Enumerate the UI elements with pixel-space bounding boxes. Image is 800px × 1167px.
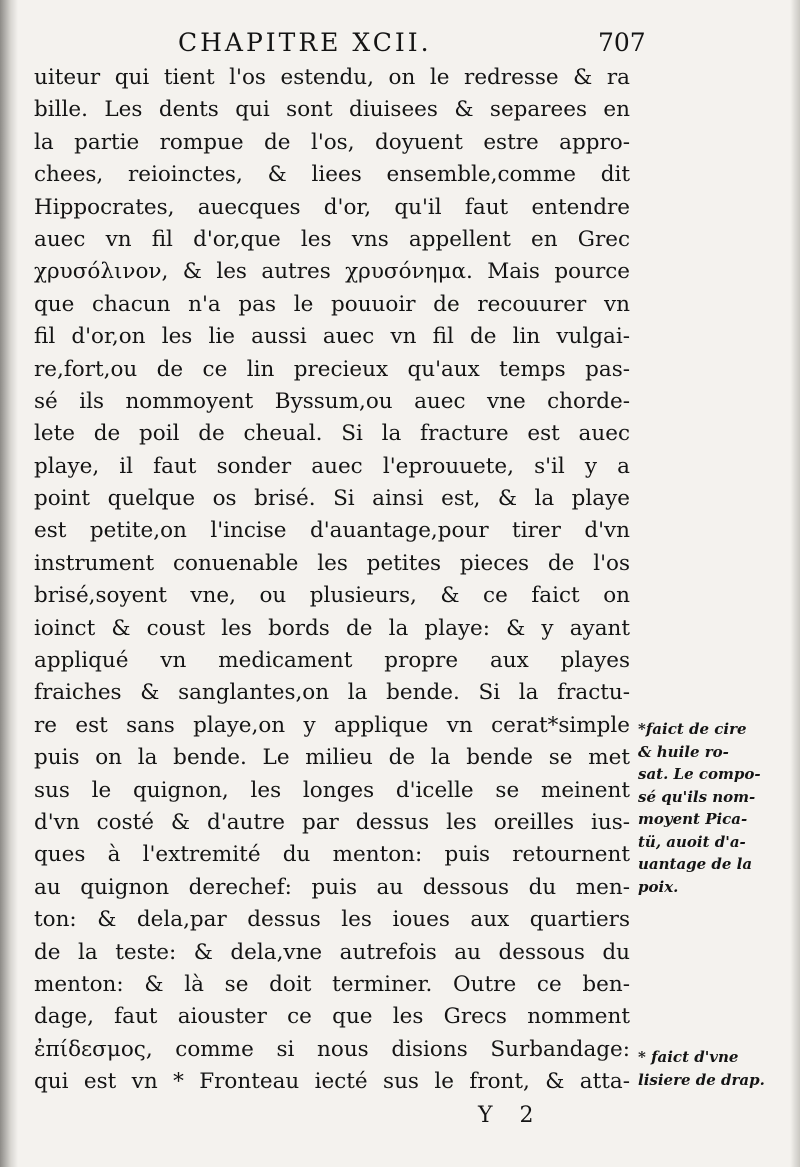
page-edge-shadow: [0, 0, 18, 1167]
text-line: au quignon derechef: puis au dessous du men-: [34, 874, 630, 900]
text-line: fraiches & sanglantes,on la bende. Si la fractu-: [34, 680, 630, 706]
text-line: ioinct & coust les bords de la playe: & y ayant: [34, 615, 630, 641]
text-line: fil d'or,on les lie aussi auec vn fil de lin vulgai-: [34, 324, 630, 350]
marginal-note-line: poix.: [638, 877, 679, 896]
text-line: χρυσόλινον, & les autres χρυσόνημα. Mais pource: [34, 259, 630, 285]
marginal-note-line: uantage de la: [638, 855, 753, 873]
text-line: puis on la bende. Le milieu de la bende se met: [34, 745, 630, 771]
marginal-note-line: sat. Le compo-: [638, 765, 761, 783]
text-line: uiteur qui tient l'os estendu, on le redresse & ra: [34, 65, 630, 90]
text-line: dage, faut aiouster ce que les Grecs nomment: [34, 1004, 630, 1030]
marginal-note-line: lisiere de drap.: [638, 1070, 765, 1089]
text-line: lete de poil de cheual. Si la fracture est auec: [34, 421, 630, 447]
text-line: qui est vn * Fronteau iecté sus le front, & atta-: [34, 1069, 630, 1095]
text-line: instrument conuenable les petites pieces de l'os: [34, 550, 630, 576]
text-line: la partie rompue de l'os, doyuent estre appro-: [34, 129, 630, 155]
text-line: chees, reioinctes, & liees ensemble,comme dit: [34, 162, 630, 188]
running-head: CHAPITRE XCII.: [178, 28, 432, 57]
main-text-block: [34, 62, 630, 1099]
text-line: est petite,on l'incise d'auantage,pour tirer d'vn: [34, 518, 630, 544]
text-line: de la teste: & dela,vne autrefois au dessous du: [34, 939, 630, 965]
marginal-note-line: moyent Pica-: [638, 810, 748, 828]
text-line: re,fort,ou de ce lin precieux qu'aux temps pas-: [34, 356, 630, 382]
text-line: ques à l'extremité du menton: puis retournent: [34, 842, 630, 868]
marginal-note-cerat: [638, 718, 798, 898]
page-edge-right: [790, 0, 800, 1167]
text-line: point quelque os brisé. Si ainsi est, & la playe: [34, 486, 630, 512]
text-line: d'vn costé & d'autre par dessus les oreilles ius-: [34, 809, 630, 835]
page-header: [0, 28, 800, 62]
page-number: 707: [598, 28, 646, 57]
marginal-note-line: sé qu'ils nom-: [638, 787, 756, 806]
text-line: ton: & dela,par dessus les ioues aux quartiers: [34, 907, 630, 933]
text-line: sus le quignon, les longes d'icelle se meinent: [34, 777, 630, 803]
text-line: Hippocrates, auecques d'or, qu'il faut entendre: [34, 194, 630, 220]
text-line: sé ils nommoyent Byssum,ou auec vne chorde-: [34, 388, 630, 414]
text-line: playe, il faut sonder auec l'eprouuete, s'il y a: [34, 453, 630, 479]
text-line: bille. Les dents qui sont diuisees & separees en: [34, 97, 630, 123]
marginal-note-fronteau: [638, 1046, 798, 1091]
marginal-note-line: & huile ro-: [638, 742, 729, 761]
marginal-note-line: * faict d'vne: [638, 1048, 739, 1066]
text-line: brisé,soyent vne, ou plusieurs, & ce faict on: [34, 583, 630, 609]
text-line: appliqué vn medicament propre aux playes: [34, 648, 630, 674]
marginal-note-line: *faict de cire: [638, 720, 747, 738]
text-line: que chacun n'a pas le pouuoir de recouurer vn: [34, 291, 630, 317]
text-line: re est sans playe,on y applique vn cerat*simple: [34, 712, 630, 738]
text-line: auec vn fil d'or,que les vns appellent en Grec: [34, 226, 630, 252]
text-line: menton: & là se doit terminer. Outre ce ben-: [34, 971, 630, 997]
marginal-note-line: tü, auoit d'a-: [638, 832, 746, 851]
text-line: ἐπίδεσμος, comme si nous disions Surbandage:: [34, 1036, 630, 1062]
signature-mark: Y 2: [478, 1103, 544, 1128]
